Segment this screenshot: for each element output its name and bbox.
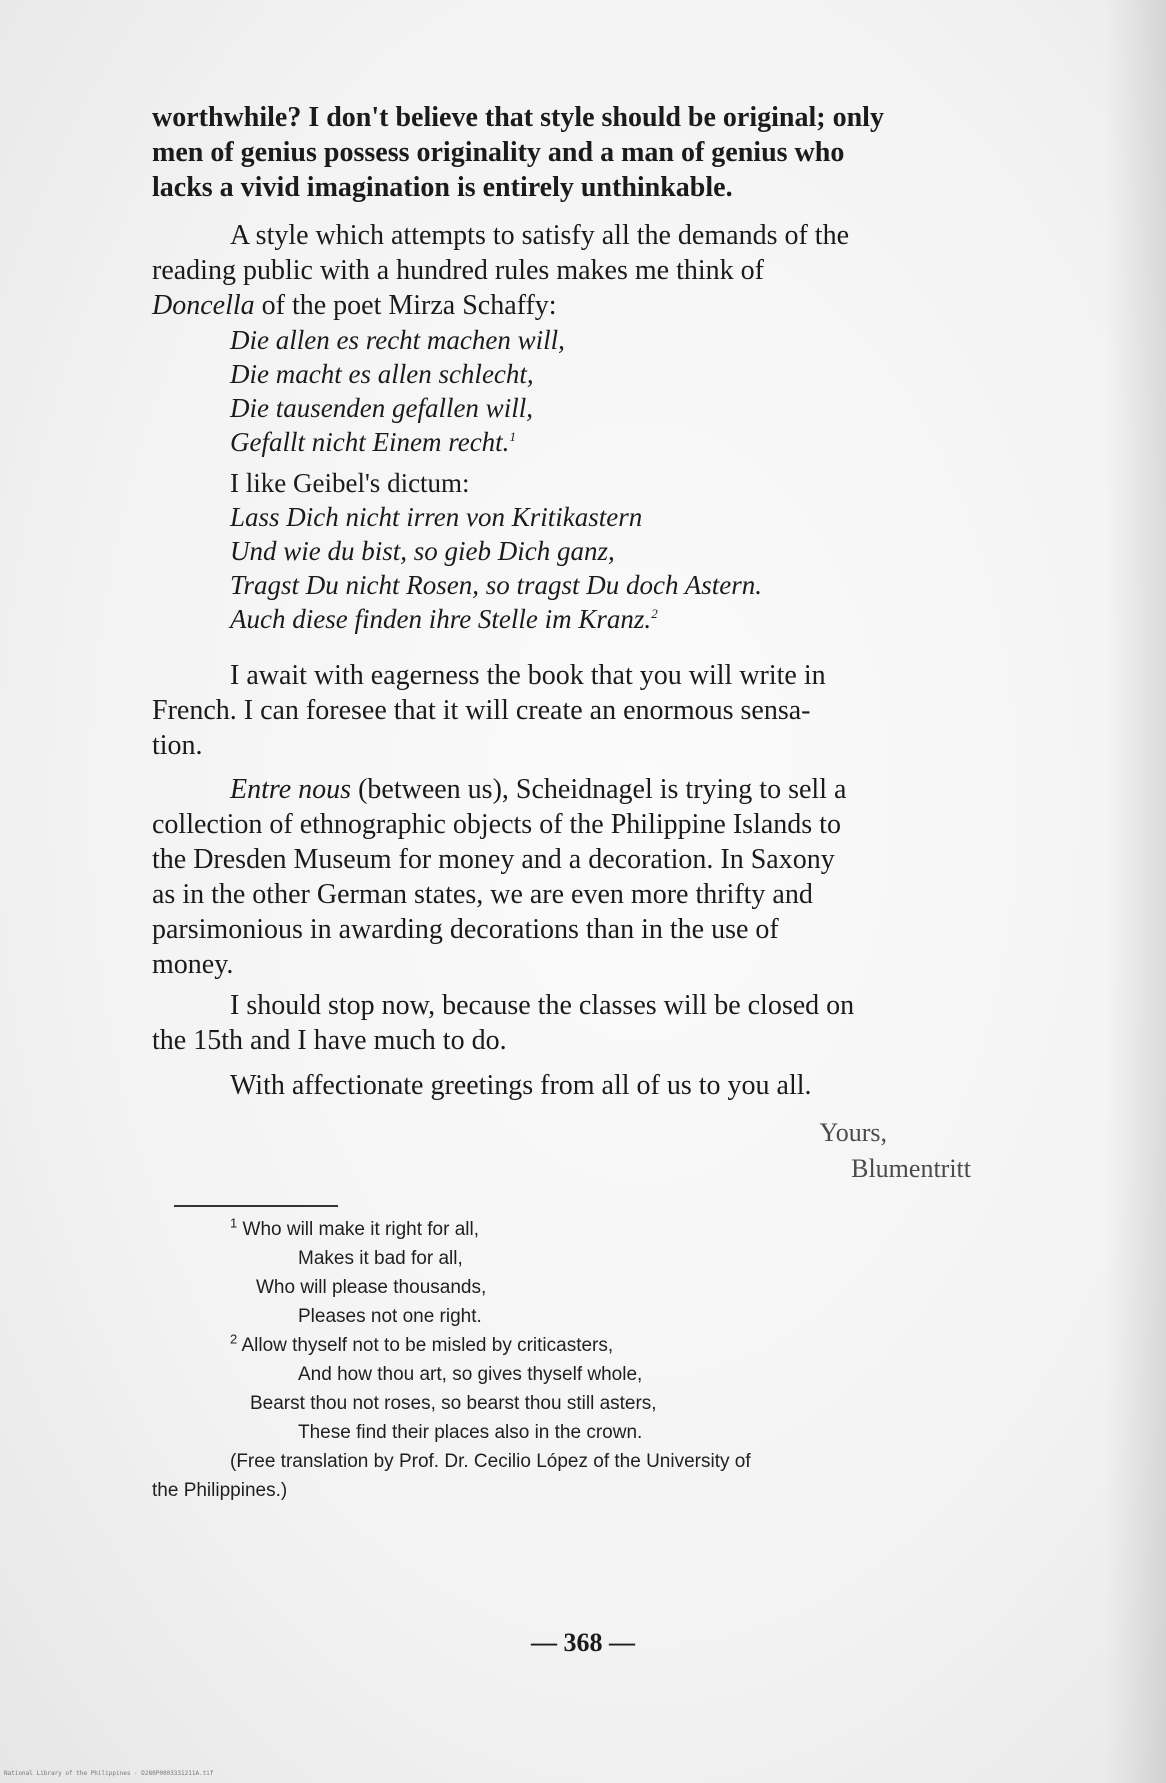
paragraph-classes [152,988,1032,1058]
poem-intro: I like Geibel's dictum: [230,468,470,498]
letter-closing [820,1115,971,1187]
footnote-line [172,1331,1042,1360]
text-fragment: (between us), Scheidnagel is trying to sell a [351,774,847,805]
text-line: reading public with a hundred rules makes me think of [152,255,764,286]
text-line: collection of ethnographic objects of the Philippine Islands to [152,809,841,840]
footnote-line: Bearst thou not roses, so bearst thou still asters, [250,1393,657,1414]
poem-line [230,425,1032,459]
footnote-ref: 1 [509,429,516,444]
footnote-divider [174,1205,338,1207]
footnote-ref: 2 [651,606,658,621]
text-line [152,772,1032,807]
text-line: tion. [152,730,203,761]
text-line: the 15th and I have much to do. [152,1025,507,1056]
footnote-line: Makes it bad for all, [298,1248,463,1269]
paragraph-style-rules [152,218,1032,459]
text-line: A style which attempts to satisfy all the demands of the [230,220,849,251]
text-line: I should stop now, because the classes will be closed on [230,990,855,1021]
poem-line: Die tausenden gefallen will, [230,393,533,423]
footnotes [152,1215,1042,1505]
signature: Blumentritt [851,1154,971,1183]
text-line: lacks a vivid imagination is entirely unthinkable. [152,172,733,203]
archive-label: National Library of the Philippines · D280P0003331211A.tif [4,1770,214,1777]
poem-title: Doncella [152,290,255,321]
text-line [152,288,1032,323]
footnote-text: Who will make it right for all, [242,1219,480,1240]
text-line: I await with eagerness the book that you will write in [230,660,826,691]
poem-line: Tragst Du nicht Rosen, so tragst Du doch Astern. [230,570,763,600]
italic-phrase: Entre nous [230,774,352,805]
text-line: as in the other German states, we are even more thrifty and [152,879,813,910]
poem-line: Und wie du bist, so gieb Dich ganz, [230,536,615,566]
poem-geibel [152,466,1032,636]
page-edge-shadow [1106,0,1166,1783]
footnote-line [172,1215,1042,1244]
poem-schaffy [152,323,1032,459]
text-line: money. [152,949,234,980]
text-line: worthwhile? I don't believe that style should be original; only [152,102,884,133]
text-line: the Dresden Museum for money and a decoration. In Saxony [152,844,835,875]
poem-line [230,602,1032,636]
poem-line-text: Auch diese finden ihre Stelle im Kranz. [230,604,652,634]
text-fragment: of the poet Mirza Schaffy: [254,290,557,321]
translation-credit: (Free translation by Prof. Dr. Cecilio López of the University of [230,1451,751,1472]
text-line: With affectionate greetings from all of us to you all. [230,1070,812,1101]
paragraph-geibel [152,466,1032,636]
paragraph-book-french [152,658,1032,763]
poem-line: Die allen es recht machen will, [230,325,565,355]
footnote-line: These find their places also in the crown. [298,1422,643,1443]
paragraph-scheidnagel [152,772,1032,982]
footnote-marker: 1 [230,1215,238,1231]
poem-line-text: Gefallt nicht Einem recht. [230,427,510,457]
footnote-marker: 2 [230,1331,238,1347]
poem-line: Die macht es allen schlecht, [230,359,534,389]
text-line: men of genius possess originality and a man of genius who [152,137,845,168]
translation-credit: the Philippines.) [152,1480,288,1501]
text-line: parsimonious in awarding decorations than in the use of [152,914,779,945]
footnote-text: Allow thyself not to be misled by criticasters, [241,1335,614,1356]
paragraph-greetings [152,1068,1032,1103]
footnote-line: Pleases not one right. [298,1306,482,1327]
text-line: French. I can foresee that it will create an enormous sensa- [152,695,811,726]
footnote-line: And how thou art, so gives thyself whole, [298,1364,643,1385]
poem-line: Lass Dich nicht irren von Kritikastern [230,502,643,532]
closing-yours: Yours, [819,1118,887,1147]
paragraph-style-originality [152,100,1032,205]
footnote-line: Who will please thousands, [256,1277,487,1298]
page-number: — 368 — [531,1628,635,1657]
